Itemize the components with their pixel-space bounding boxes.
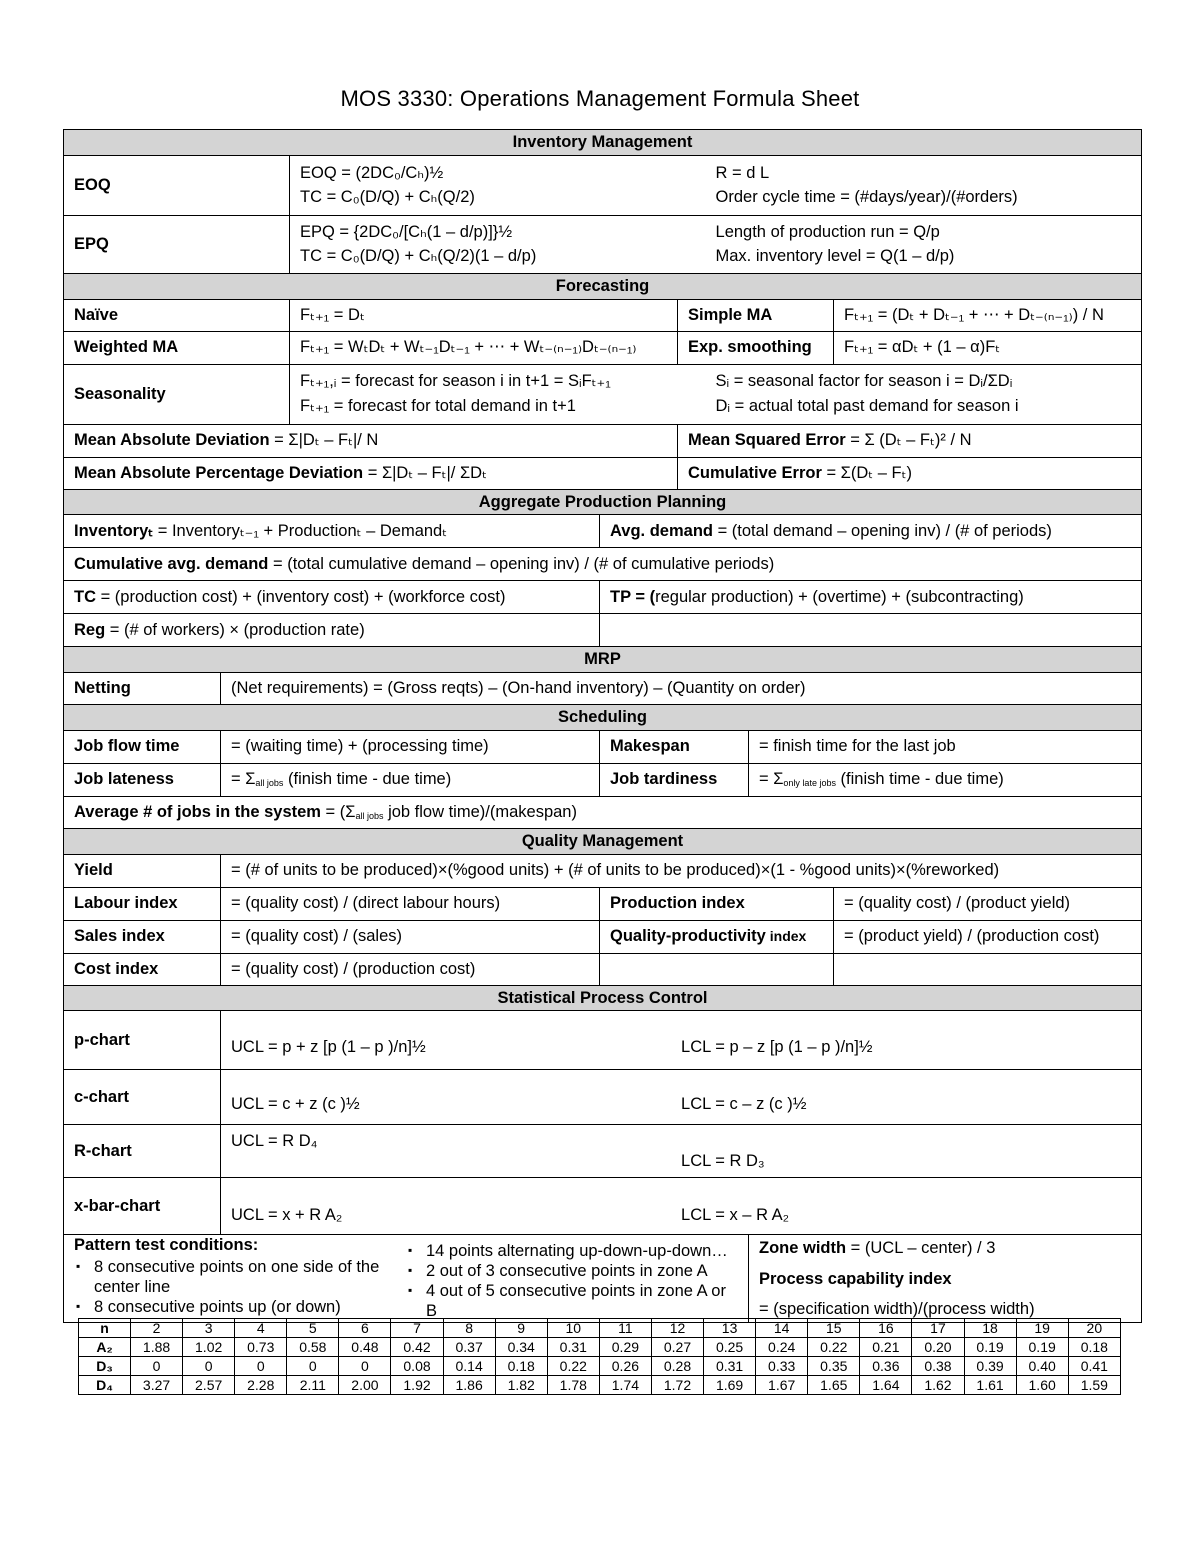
section-scheduling-header: Scheduling — [64, 705, 1142, 731]
p-chart-label: p-chart — [64, 1011, 221, 1070]
factor-cell: 0.14 — [443, 1357, 495, 1376]
eoq-formulas — [290, 155, 1142, 215]
c-chart-label: c-chart — [64, 1070, 221, 1125]
empty-cell — [600, 953, 834, 985]
labour-index-formula: = (quality cost) / (direct labour hours) — [221, 887, 600, 920]
factor-cell: 2.00 — [339, 1376, 391, 1395]
sales-index-label: Sales index — [64, 920, 221, 953]
r-chart-label: R-chart — [64, 1125, 221, 1178]
weighted-ma-formula: Fₜ₊₁ = WₜDₜ + Wₜ₋₁Dₜ₋₁ + ⋯ + Wₜ₋₍ₙ₋₁₎Dₜ₋₍ₙ₋₁₎ — [290, 331, 678, 364]
factor-cell: 17 — [912, 1319, 964, 1338]
x-bar-chart-ucl: UCL = x + R A₂ — [231, 1205, 343, 1224]
pattern-test-item: ▪ 4 out of 5 consecutive points in zone A or B — [426, 1282, 738, 1322]
job-flow-time-formula: = (waiting time) + (processing time) — [221, 730, 600, 763]
seasonal-factor-formula: Sᵢ = seasonal factor for season i = Dᵢ/ΣDᵢ — [715, 372, 1013, 391]
pattern-test-item: ▪ 8 consecutive points up (or down) — [94, 1298, 404, 1318]
inventory-formula: = Inventoryₜ₋₁ + Productionₜ – Demandₜ — [153, 521, 448, 540]
factor-cell: 15 — [808, 1319, 860, 1338]
netting-label: Netting — [64, 673, 221, 705]
process-capability-formula: = (specification width)/(process width) — [759, 1300, 1035, 1319]
section-quality-header: Quality Management — [64, 828, 1142, 854]
factor-cell: 0.31 — [547, 1338, 599, 1357]
job-flow-time-label: Job flow time — [64, 730, 221, 763]
reg-formula: = (# of workers) × (production rate) — [105, 620, 365, 639]
avg-jobs-formula: = ($\Sigma_{all jobs}$ job flow time)/(makespan) — [320, 802, 577, 821]
d3-row: D₃ 0 0 0 0 0 0.08 0.14 0.18 0.22 0.26 0.28 0.31 0.33 0.35 0.36 0.38 0.39 0.40 0.41 — [79, 1357, 1121, 1376]
epq-label: EPQ — [64, 215, 290, 273]
process-capability-label: Process capability index — [759, 1269, 952, 1288]
r-chart-ucl: UCL = R D₄ — [231, 1131, 318, 1150]
factor-cell: 10 — [547, 1319, 599, 1338]
epq-formula: EPQ = {2DC₀/[Cₕ(1 – d/p)]}½ — [300, 222, 513, 241]
eoq-formula: EOQ = (2DC₀/Cₕ)½ — [300, 163, 444, 182]
mse-cell — [678, 424, 1142, 457]
quality-productivity-formula: = (product yield) / (production cost) — [834, 920, 1142, 953]
factor-cell: 2.28 — [235, 1376, 287, 1395]
factor-cell: 1.82 — [495, 1376, 547, 1395]
avg-jobs-cell — [64, 796, 1142, 828]
factor-cell: 0.08 — [391, 1357, 443, 1376]
section-forecasting-header: Forecasting — [64, 273, 1142, 299]
mse-label: Mean Squared Error — [688, 431, 846, 450]
tp-formula: regular production) + (overtime) + (subcontracting) — [655, 587, 1024, 606]
tp-label: TP = ( — [610, 587, 656, 606]
factor-cell: 13 — [704, 1319, 756, 1338]
mapd-cell — [64, 457, 678, 489]
cumulative-demand-cell — [64, 548, 1142, 581]
cumulative-demand-formula: = (total cumulative demand – opening inv) / (# of cumulative periods) — [268, 554, 775, 573]
factor-cell: 0 — [131, 1357, 183, 1376]
factor-cell: 1.02 — [183, 1338, 235, 1357]
factor-cell: 1.78 — [547, 1376, 599, 1395]
factor-cell: 1.62 — [912, 1376, 964, 1395]
tp-cell — [600, 581, 1142, 614]
season-forecast-formula: Fₜ₊₁,ᵢ = forecast for season i in t+1 = SᵢFₜ₊₁ — [300, 372, 611, 391]
pattern-test-item: ▪ 2 out of 3 consecutive points in zone A — [426, 1262, 738, 1282]
factor-cell: 1.86 — [443, 1376, 495, 1395]
cumulative-demand-label: Cumulative avg. demand — [74, 554, 269, 573]
factor-cell: 8 — [443, 1319, 495, 1338]
d4-row: D₄ 3.27 2.57 2.28 2.11 2.00 1.92 1.86 1.82 1.78 1.74 1.72 1.69 1.67 1.65 1.64 1.62 1.61 1.60 1.59 — [79, 1376, 1121, 1395]
factor-cell: 0.36 — [860, 1357, 912, 1376]
factor-cell: 3 — [183, 1319, 235, 1338]
simple-ma-formula: Fₜ₊₁ = (Dₜ + Dₜ₋₁ + ⋯ + Dₜ₋₍ₙ₋₁₎) / N — [834, 299, 1142, 331]
job-lateness-label: Job lateness — [64, 763, 221, 796]
cost-index-label: Cost index — [64, 953, 221, 985]
factor-cell: 0.35 — [808, 1357, 860, 1376]
factor-cell: 0.37 — [443, 1338, 495, 1357]
factor-cell: 2 — [131, 1319, 183, 1338]
makespan-formula: = finish time for the last job — [749, 730, 1142, 763]
naive-formula: Fₜ₊₁ = Dₜ — [290, 299, 678, 331]
section-mrp-header: MRP — [64, 647, 1142, 673]
avg-jobs-label: Average # of jobs in the system — [74, 802, 321, 821]
factor-cell: 20 — [1068, 1319, 1120, 1338]
c-chart-ucl: UCL = c + z (c )½ — [231, 1094, 360, 1113]
labour-index-label: Labour index — [64, 887, 221, 920]
factor-cell: 6 — [339, 1319, 391, 1338]
factor-cell: 7 — [391, 1319, 443, 1338]
cumulative-error-cell — [678, 457, 1142, 489]
factor-cell: 0.42 — [391, 1338, 443, 1357]
factor-cell: 0.33 — [756, 1357, 808, 1376]
c-chart-formulas — [221, 1070, 1142, 1125]
factor-cell: 0.24 — [756, 1338, 808, 1357]
factor-cell: 0.21 — [860, 1338, 912, 1357]
weighted-ma-label: Weighted MA — [64, 331, 290, 364]
job-tardiness-formula: = $\Sigma_{only late jobs}$ (finish time - due time) — [749, 763, 1142, 796]
factor-cell: 1.64 — [860, 1376, 912, 1395]
empty-cell — [600, 614, 1142, 647]
tc-cell — [64, 581, 600, 614]
factor-cell: 2.11 — [287, 1376, 339, 1395]
epq-formulas — [290, 215, 1142, 273]
pattern-test-item: ▪ 14 points alternating up-down-up-down… — [426, 1242, 738, 1262]
production-run-formula: Length of production run = Q/p — [715, 222, 940, 241]
makespan-label: Makespan — [600, 730, 749, 763]
factor-cell: 1.65 — [808, 1376, 860, 1395]
factor-cell: 11 — [599, 1319, 651, 1338]
pattern-test-title: Pattern test conditions: — [74, 1236, 259, 1255]
yield-formula: = (# of units to be produced)×(%good units) + (# of units to be produced)×(1 - %good units)×(%reworked) — [221, 854, 1142, 887]
p-chart-lcl: LCL = p – z [p (1 – p )/n]½ — [681, 1037, 873, 1056]
p-chart-ucl: UCL = p + z [p (1 – p )/n]½ — [231, 1037, 426, 1056]
factor-cell: 1.67 — [756, 1376, 808, 1395]
factor-cell: 1.69 — [704, 1376, 756, 1395]
factor-cell: 0.20 — [912, 1338, 964, 1357]
reg-cell — [64, 614, 600, 647]
job-lateness-formula: = $\Sigma_{all jobs}$ (finish time - due time) — [221, 763, 600, 796]
formula-table — [63, 129, 1142, 1323]
quality-productivity-label: Quality-productivity — [610, 927, 766, 946]
exp-smoothing-label: Exp. smoothing — [678, 331, 834, 364]
quality-productivity-index-text: index — [765, 928, 807, 945]
avg-demand-label: Avg. demand — [610, 521, 713, 540]
factor-cell: 0 — [235, 1357, 287, 1376]
factor-cell: 0.40 — [1016, 1357, 1068, 1376]
quality-productivity-cell — [600, 920, 834, 953]
cumulative-error-label: Cumulative Error — [688, 463, 822, 482]
factor-cell: 0.48 — [339, 1338, 391, 1357]
exp-smoothing-formula: Fₜ₊₁ = αDₜ + (1 – α)Fₜ — [834, 331, 1142, 364]
cost-index-formula: = (quality cost) / (production cost) — [221, 953, 600, 985]
factor-cell: 12 — [651, 1319, 703, 1338]
job-tardiness-label: Job tardiness — [600, 763, 749, 796]
factor-cell: 0.39 — [964, 1357, 1016, 1376]
factor-cell: 0.73 — [235, 1338, 287, 1357]
control-chart-factors-table — [78, 1318, 1121, 1395]
eoq-label: EOQ — [64, 155, 290, 215]
factor-cell: 0.29 — [599, 1338, 651, 1357]
factor-cell: 5 — [287, 1319, 339, 1338]
mad-formula: = Σ|Dₜ – Fₜ|/ N — [269, 431, 379, 450]
production-index-formula: = (quality cost) / (product yield) — [834, 887, 1142, 920]
order-cycle-formula: Order cycle time = (#days/year)/(#orders) — [715, 188, 1018, 207]
avg-demand-cell — [600, 515, 1142, 548]
page-title: MOS 3330: Operations Management Formula Sheet — [340, 86, 860, 111]
p-chart-formulas — [221, 1011, 1142, 1070]
empty-cell — [834, 953, 1142, 985]
factor-cell: 0.38 — [912, 1357, 964, 1376]
simple-ma-label: Simple MA — [678, 299, 834, 331]
epq-tc-formula: TC = C₀(D/Q) + Cₕ(Q/2)(1 – d/p) — [300, 247, 537, 266]
section-app-header: Aggregate Production Planning — [64, 489, 1142, 515]
zone-width-formula: = (UCL – center) / 3 — [846, 1239, 996, 1258]
section-inventory-header: Inventory Management — [64, 130, 1142, 156]
factor-cell: 0.27 — [651, 1338, 703, 1357]
factor-cell: 0.19 — [1016, 1338, 1068, 1357]
zone-capability-cell — [749, 1235, 1142, 1323]
factor-cell: 0.22 — [547, 1357, 599, 1376]
sales-index-formula: = (quality cost) / (sales) — [221, 920, 600, 953]
x-bar-chart-lcl: LCL = x – R A₂ — [681, 1205, 790, 1224]
factor-cell: 0 — [339, 1357, 391, 1376]
factor-cell: 1.74 — [599, 1376, 651, 1395]
inventory-balance-cell — [64, 515, 600, 548]
factor-cell: 1.59 — [1068, 1376, 1120, 1395]
factor-cell: 16 — [860, 1319, 912, 1338]
c-chart-lcl: LCL = c – z (c )½ — [681, 1094, 807, 1113]
yield-label: Yield — [64, 854, 221, 887]
x-bar-chart-formulas — [221, 1178, 1142, 1235]
tc-formula: = (production cost) + (inventory cost) + (workforce cost) — [96, 587, 506, 606]
reg-label: Reg — [74, 620, 106, 639]
avg-demand-formula: = (total demand – opening inv) / (# of periods) — [713, 521, 1052, 540]
eoq-tc-formula: TC = C₀(D/Q) + Cₕ(Q/2) — [300, 188, 475, 207]
x-bar-chart-label: x-bar-chart — [64, 1178, 221, 1235]
factor-cell: 1.92 — [391, 1376, 443, 1395]
factor-cell: 0.28 — [651, 1357, 703, 1376]
past-demand-formula: Dᵢ = actual total past demand for season i — [715, 397, 1019, 415]
factor-cell: 1.60 — [1016, 1376, 1068, 1395]
netting-formula: (Net requirements) = (Gross reqts) – (On-hand inventory) – (Quantity on order) — [221, 673, 1142, 705]
section-spc-header: Statistical Process Control — [64, 985, 1142, 1011]
factor-cell: 0.31 — [704, 1357, 756, 1376]
factor-cell: 19 — [1016, 1319, 1068, 1338]
factor-cell: 0 — [183, 1357, 235, 1376]
mapd-formula: = Σ|Dₜ – Fₜ|/ ΣDₜ — [363, 463, 487, 482]
factor-cell: 0.18 — [1068, 1338, 1120, 1357]
seasonality-formulas — [290, 364, 1142, 424]
factor-cell: 0.25 — [704, 1338, 756, 1357]
factor-cell: 0 — [287, 1357, 339, 1376]
total-forecast-formula: Fₜ₊₁ = forecast for total demand in t+1 — [300, 397, 576, 415]
max-inventory-formula: Max. inventory level = Q(1 – d/p) — [715, 247, 955, 266]
factor-cell: 1.61 — [964, 1376, 1016, 1395]
factor-cell: 0.41 — [1068, 1357, 1120, 1376]
pattern-test-cell — [64, 1235, 749, 1323]
factor-cell: 4 — [235, 1319, 287, 1338]
pattern-test-item: ▪ 8 consecutive points on one side of the center line — [94, 1258, 404, 1298]
r-chart-lcl: LCL = R D₃ — [681, 1151, 765, 1170]
mad-cell — [64, 424, 678, 457]
naive-label: Naïve — [64, 299, 290, 331]
r-chart-formulas — [221, 1125, 1142, 1178]
factor-cell: 9 — [495, 1319, 547, 1338]
factor-cell: 2.57 — [183, 1376, 235, 1395]
factor-cell: 14 — [756, 1319, 808, 1338]
factor-cell: 0.22 — [808, 1338, 860, 1357]
factor-cell: 3.27 — [131, 1376, 183, 1395]
mse-formula: = Σ (Dₜ – Fₜ)² / N — [845, 431, 972, 450]
factor-cell: 1.72 — [651, 1376, 703, 1395]
cumulative-error-formula: = Σ(Dₜ – Fₜ) — [821, 463, 912, 482]
factor-cell: 0.19 — [964, 1338, 1016, 1357]
zone-width-label: Zone width — [759, 1239, 847, 1258]
tc-label: TC — [74, 587, 96, 606]
factor-cell: 0.58 — [287, 1338, 339, 1357]
factor-cell: 0.18 — [495, 1357, 547, 1376]
factor-cell: 0.34 — [495, 1338, 547, 1357]
factor-cell: 0.26 — [599, 1357, 651, 1376]
reorder-formula: R = d L — [715, 163, 770, 182]
mad-label: Mean Absolute Deviation — [74, 431, 270, 450]
mapd-label: Mean Absolute Percentage Deviation — [74, 463, 364, 482]
factor-cell: 1.88 — [131, 1338, 183, 1357]
inventory-label: Inventoryₜ — [74, 521, 154, 540]
a2-row: A₂ 1.88 1.02 0.73 0.58 0.48 0.42 0.37 0.34 0.31 0.29 0.27 0.25 0.24 0.22 0.21 0.20 0.19 0.19 0.18 — [79, 1338, 1121, 1357]
factor-cell: 18 — [964, 1319, 1016, 1338]
n-row: n 2 3 4 5 6 7 8 9 10 11 12 13 14 15 16 17 18 19 20 — [79, 1319, 1121, 1338]
seasonality-label: Seasonality — [64, 364, 290, 424]
production-index-label: Production index — [600, 887, 834, 920]
